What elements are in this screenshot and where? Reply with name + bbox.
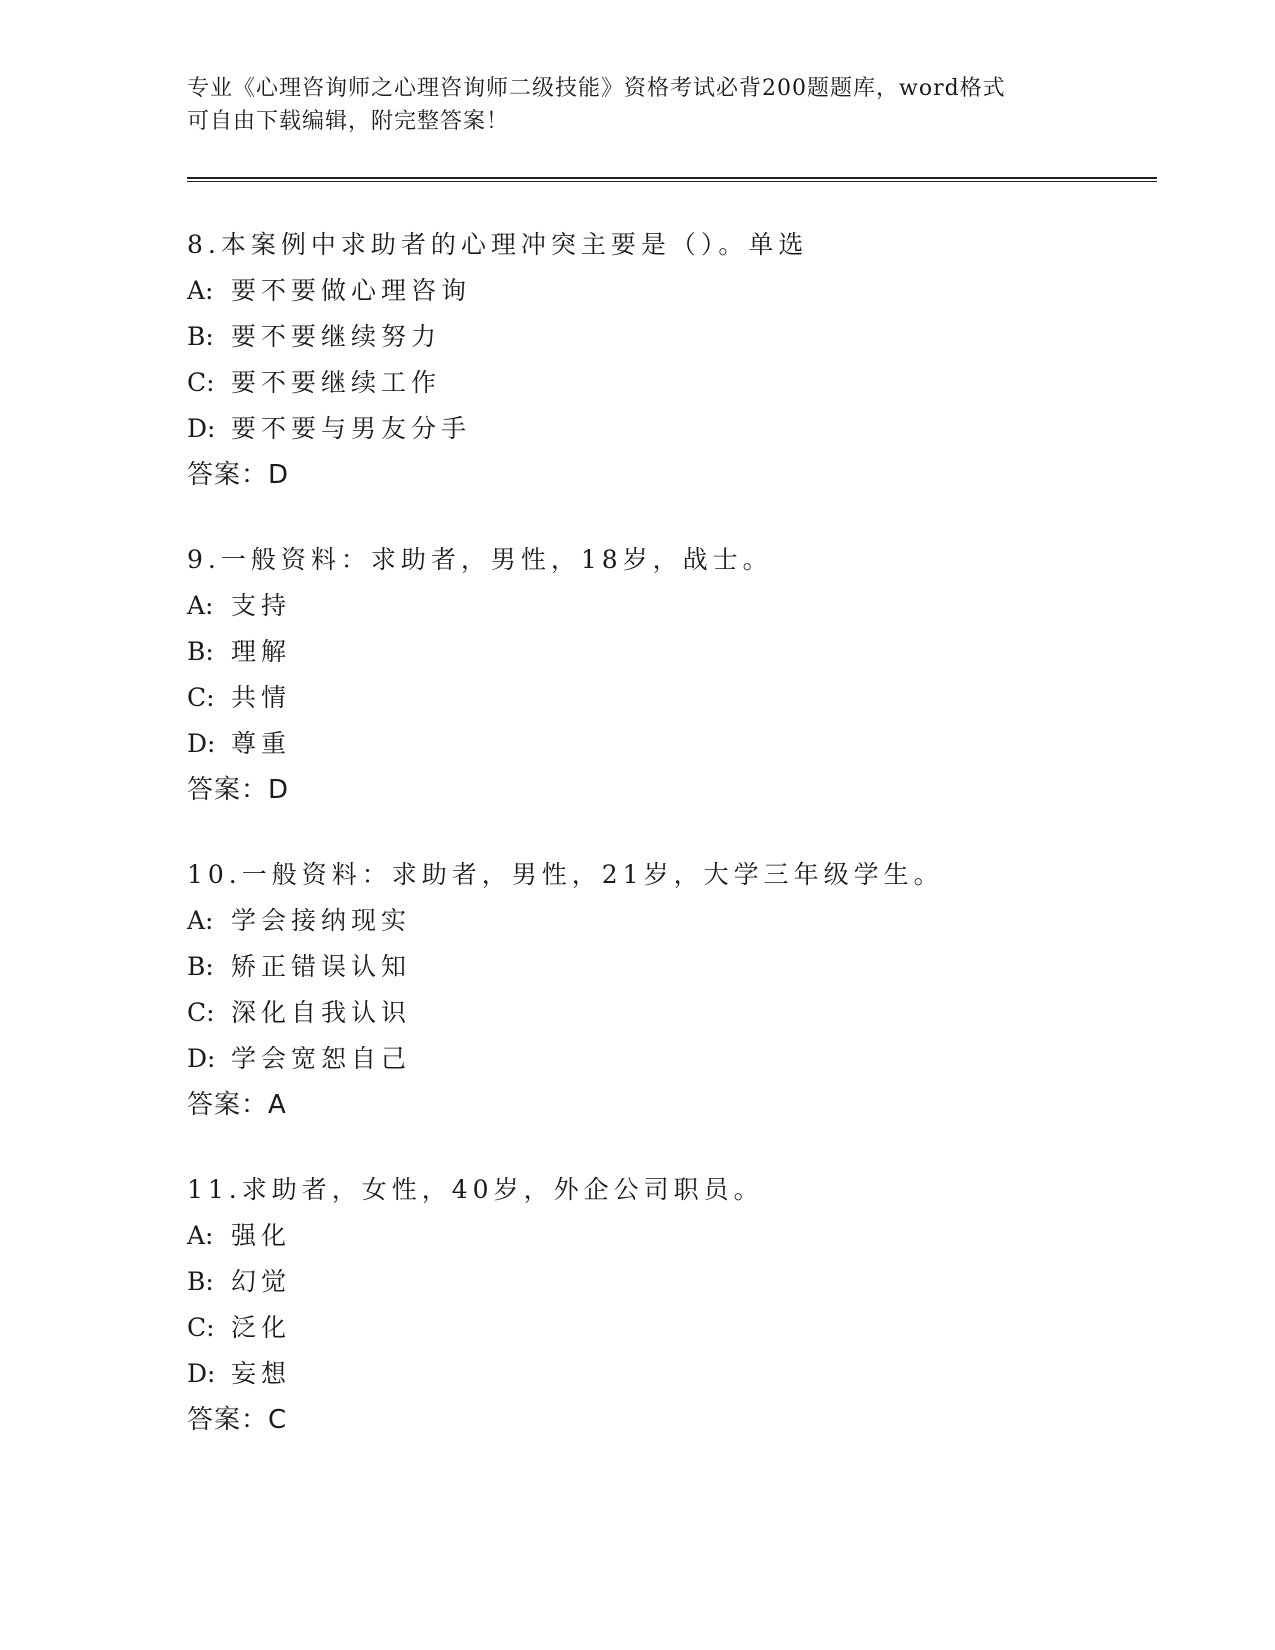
option-text: 幻觉 [231, 1267, 292, 1296]
option-a [187, 268, 1147, 314]
option-text: 要不要做心理咨询 [231, 276, 472, 305]
option-text: 要不要与男友分手 [231, 414, 472, 443]
option-letter: C: [187, 368, 215, 397]
answer-line: 答案：D [187, 460, 290, 490]
option-letter: B: [187, 952, 214, 981]
option-text: 泛化 [231, 1313, 292, 1342]
question-stem: 9.一般资料：求助者，男性，18岁，战士。 [187, 545, 773, 574]
option-text: 矫正错误认知 [231, 952, 412, 981]
header-divider [187, 177, 1157, 182]
question-11 [187, 1167, 1147, 1443]
option-c [187, 990, 1147, 1036]
option-text: 支持 [231, 591, 292, 620]
option-c [187, 360, 1147, 406]
document-header [187, 72, 1087, 138]
option-text: 学会宽恕自己 [231, 1044, 412, 1073]
option-a [187, 1213, 1147, 1259]
option-text: 共情 [231, 683, 292, 712]
option-text: 学会接纳现实 [231, 906, 412, 935]
option-text: 要不要继续工作 [231, 368, 442, 397]
header-line-1: 专业《心理咨询师之心理咨询师二级技能》资格考试必背200题题库，word格式 [187, 76, 1006, 101]
question-stem: 11.求助者，女性，40岁，外企公司职员。 [187, 1175, 764, 1204]
option-a [187, 898, 1147, 944]
option-text: 深化自我认识 [231, 998, 412, 1027]
option-c [187, 1305, 1147, 1351]
question-stem: 8.本案例中求助者的心理冲突主要是（）。单选 [187, 230, 809, 259]
option-letter: D: [187, 1359, 216, 1388]
option-d [187, 721, 1147, 767]
option-letter: D: [187, 414, 216, 443]
option-d [187, 406, 1147, 452]
question-10 [187, 852, 1147, 1128]
option-c [187, 675, 1147, 721]
option-letter: B: [187, 637, 214, 666]
option-text: 强化 [231, 1221, 292, 1250]
option-letter: D: [187, 729, 216, 758]
answer-line: 答案：C [187, 1405, 288, 1435]
answer-line: 答案：D [187, 775, 290, 805]
option-letter: C: [187, 1313, 215, 1342]
answer-line: 答案：A [187, 1090, 287, 1120]
option-text: 妄想 [231, 1359, 292, 1388]
option-letter: B: [187, 1267, 214, 1296]
option-letter: A: [187, 906, 214, 935]
option-letter: B: [187, 322, 214, 351]
question-9 [187, 537, 1147, 813]
option-letter: C: [187, 998, 215, 1027]
option-letter: A: [187, 591, 214, 620]
question-stem: 10.一般资料：求助者，男性，21岁，大学三年级学生。 [187, 860, 944, 889]
option-a [187, 583, 1147, 629]
option-d [187, 1036, 1147, 1082]
option-b [187, 314, 1147, 360]
option-b [187, 944, 1147, 990]
option-text: 理解 [231, 637, 292, 666]
option-letter: C: [187, 683, 215, 712]
option-letter: A: [187, 276, 214, 305]
header-line-2: 可自由下载编辑，附完整答案！ [187, 109, 510, 134]
option-letter: A: [187, 1221, 214, 1250]
option-d [187, 1351, 1147, 1397]
option-b [187, 629, 1147, 675]
option-text: 尊重 [231, 729, 292, 758]
option-text: 要不要继续努力 [231, 322, 442, 351]
question-8 [187, 222, 1147, 498]
option-b [187, 1259, 1147, 1305]
option-letter: D: [187, 1044, 216, 1073]
